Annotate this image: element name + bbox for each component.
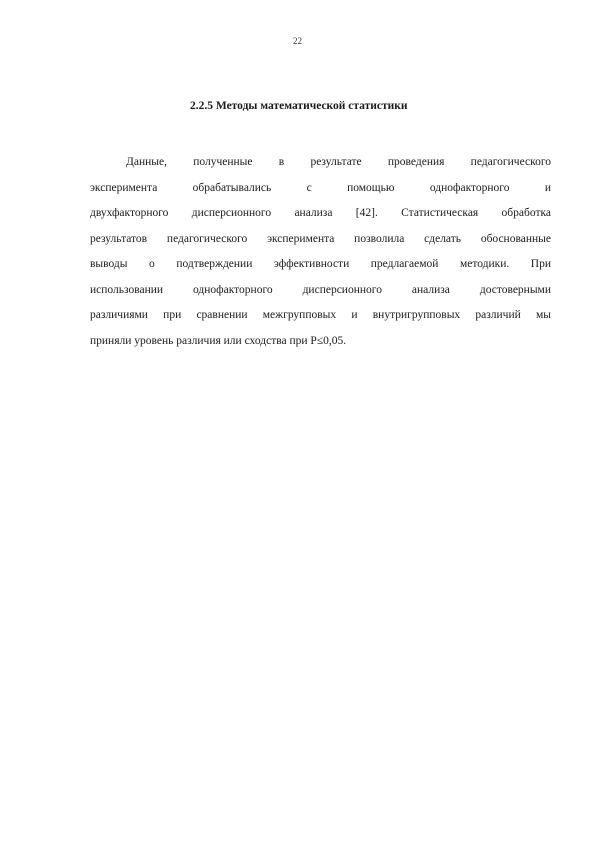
page-number: 22 [293, 36, 302, 46]
section-heading: 2.2.5 Методы математической статистики [190, 100, 408, 112]
paragraph-line: использовании однофакторного дисперсионного анализа достоверными [90, 283, 551, 296]
paragraph-line: приняли уровень различия или сходства при P≤0,05. [90, 334, 347, 347]
paragraph-line: эксперимента обрабатывались с помощью однофакторного и [90, 181, 551, 194]
paragraph-line: результатов педагогического эксперимента позволила сделать обоснованные [90, 232, 551, 245]
paragraph-line: Данные, полученные в результате проведения педагогического [126, 156, 551, 168]
paragraph-line: выводы о подтверждении эффективности предлагаемой методики. При [90, 258, 551, 270]
paragraph-line: различиями при сравнении межгрупповых и внутригрупповых различий мы [90, 309, 551, 321]
paragraph-line: двухфакторного дисперсионного анализа [42]. Статистическая обработка [90, 207, 551, 219]
body-paragraph [90, 150, 551, 354]
